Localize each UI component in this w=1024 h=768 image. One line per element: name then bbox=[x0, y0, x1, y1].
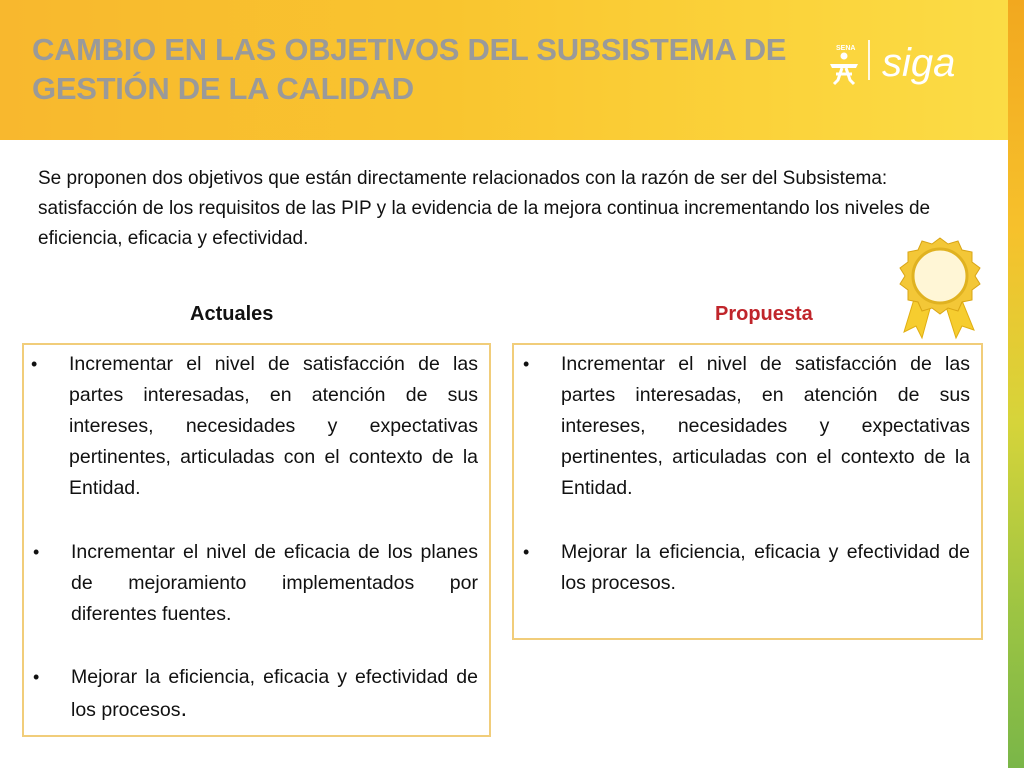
award-ribbon-icon bbox=[898, 236, 982, 342]
logo-group bbox=[826, 32, 976, 96]
actuales-item-text: Incrementar el nivel de eficacia de los planes de mejoramiento implementados por diferentes fuentes. bbox=[71, 541, 478, 625]
propuesta-heading: Propuesta bbox=[715, 303, 813, 325]
sena-logo-icon bbox=[830, 45, 858, 84]
propuesta-item bbox=[523, 537, 970, 599]
bullet: • bbox=[33, 667, 40, 687]
siga-logo-text: siga bbox=[882, 41, 956, 85]
propuesta-item-text: Incrementar el nivel de satisfacción de las partes interesadas, en atención de sus intereses, necesidades y expectativas pertinentes, articuladas con el contexto de la Entidad. bbox=[561, 353, 970, 499]
sena-logo-text: SENA bbox=[836, 45, 856, 52]
actuales-heading: Actuales bbox=[190, 303, 274, 325]
actuales-item-text: Mejorar la eficiencia, eficacia y efectividad de los procesos bbox=[71, 666, 478, 721]
actuales-item-period: . bbox=[180, 695, 188, 722]
bullet: • bbox=[523, 354, 530, 374]
slide-title: CAMBIO EN LAS OBJETIVOS DEL SUBSISTEMA DE GESTIÓN DE LA CALIDAD bbox=[32, 32, 787, 106]
actuales-item-text: Incrementar el nivel de satisfacción de las partes interesadas, en atención de sus intereses, necesidades y expectativas pertinentes, articuladas con el contexto de la Entidad. bbox=[69, 353, 478, 499]
bullet: • bbox=[31, 354, 38, 374]
bullet: • bbox=[523, 542, 530, 562]
side-color-bar bbox=[1008, 0, 1024, 768]
bullet: • bbox=[33, 542, 40, 562]
actuales-item bbox=[31, 349, 478, 504]
propuesta-item bbox=[523, 349, 970, 504]
siga-logo-icon bbox=[882, 41, 955, 85]
propuesta-item-text: Mejorar la eficiencia, eficacia y efectividad de los procesos. bbox=[561, 541, 970, 594]
actuales-item bbox=[33, 537, 478, 630]
actuales-item bbox=[33, 662, 478, 726]
intro-paragraph: Se proponen dos objetivos que están directamente relacionados con la razón de ser del Subsistema: satisfacción de los requisitos de las PIP y la evidencia de la mejora continua incrementando los niveles de eficiencia, eficacia y efectividad. bbox=[38, 168, 931, 249]
